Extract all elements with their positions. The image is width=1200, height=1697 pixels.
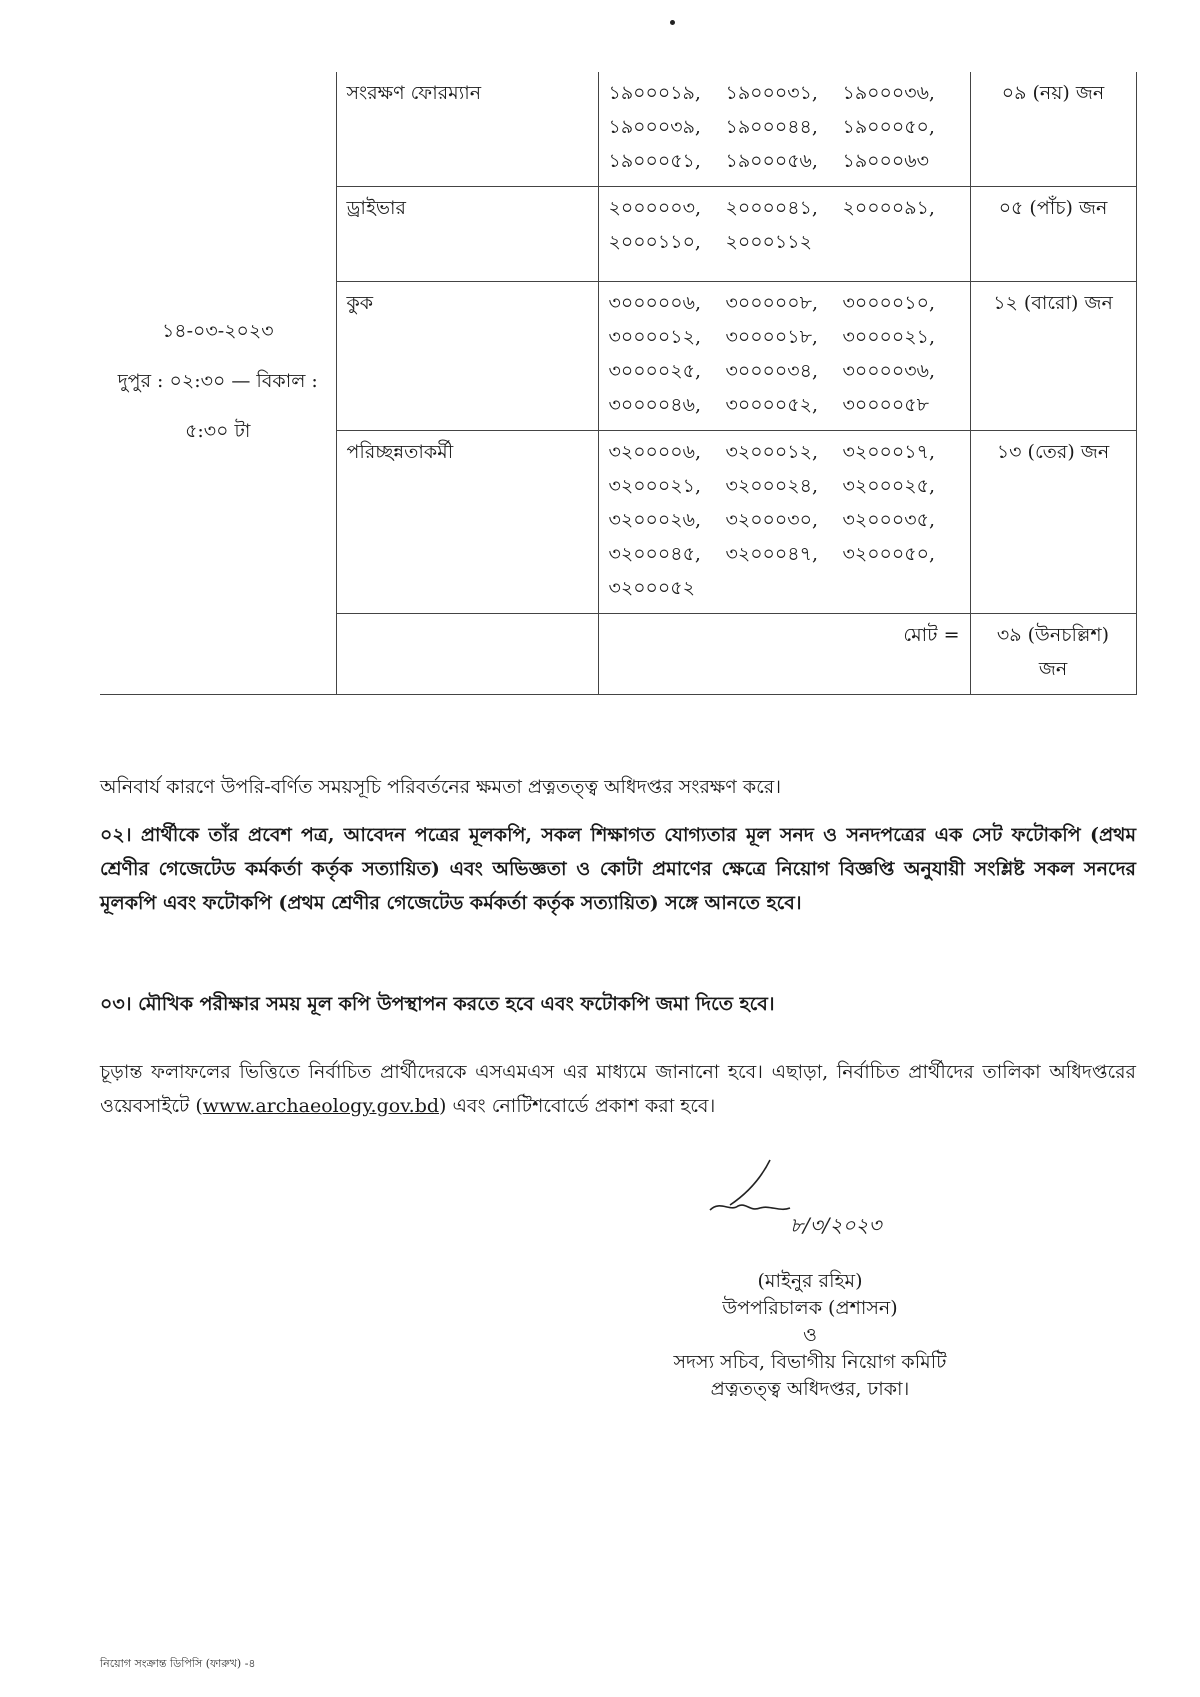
signature-image	[690, 1150, 930, 1240]
roll-number: ৩২০০০২৪,	[725, 475, 818, 497]
roll-number: ২০০০১১০,	[608, 231, 701, 253]
roll-number: ৩২০০০৪৫,	[608, 543, 701, 565]
roll-number: ১৯০০০৩৬,	[842, 82, 935, 104]
roll-number: ৩০০০০১২,	[608, 326, 701, 348]
signatory-name: (মাইনুর রহিম)	[757, 1270, 863, 1292]
roll-number: ২০০০০৯১,	[842, 197, 935, 219]
result-notice	[100, 1055, 1136, 1123]
website-link[interactable]: www.archaeology.gov.bd	[202, 1095, 440, 1117]
roll-number: ১৯০০০৩৯,	[608, 116, 701, 138]
documents-instruction: ০২। প্রার্থীকে তাঁর প্রবেশ পত্র, আবেদন পত্রের মূলকপি, সকল শিক্ষাগত যোগ্যতার মূল সনদ ও সনদপত্রের এক সেট ফটোকপি (প্রথম শ্রেণীর গেজেটেড কর্মকর্তা কর্তৃক সত্যায়িত) এবং অভিজ্ঞতা ও কোটা প্রমাণের ক্ষেত্রে নিয়োগ বিজ্ঞপ্তি অনুযায়ী সংশ্লিষ্ট সকল সনদের মূলকপি এবং ফটোকপি (প্রথম শ্রেণীর গেজেটেড কর্মকর্তা কর্তৃক সত্যায়িত) সঙ্গে আনতে হবে।	[100, 824, 1136, 914]
roll-number: ৩২০০০১২,	[725, 441, 818, 463]
candidate-count: ০৫ (পাঁচ) জন	[970, 187, 1136, 282]
viva-instruction: ০৩। মৌখিক পরীক্ষার সময় মূল কপি উপস্থাপন করতে হবে এবং ফটোকপি জমা দিতে হবে।	[100, 993, 775, 1015]
roll-numbers-cell	[598, 431, 970, 614]
candidate-count: ১৩ (তের) জন	[970, 431, 1136, 614]
roll-number: ৩২০০০২১,	[608, 475, 701, 497]
signatory-designation: উপপরিচালক (প্রশাসন)	[722, 1297, 898, 1319]
total-count: ৩৯ (উনচল্লিশ) জন	[970, 614, 1136, 695]
roll-number: ১৯০০০৫০,	[842, 116, 935, 138]
roll-numbers-cell	[598, 282, 970, 431]
roll-number: ২০০০০০৩,	[608, 197, 702, 219]
roll-number: ৩০০০০৩৬,	[842, 360, 936, 382]
ink-dot	[670, 20, 675, 25]
roll-number: ১৯০০০৪৪,	[725, 116, 818, 138]
roll-number: ৩০০০০০৮,	[725, 292, 818, 314]
candidate-count: ০৯ (নয়) জন	[970, 72, 1136, 187]
roll-number: ৩২০০০৫২	[608, 577, 695, 599]
total-label: মোট =	[598, 614, 970, 695]
roll-number: ৩০০০০৩৪,	[725, 360, 818, 382]
post-name: পরিচ্ছন্নতাকর্মী	[336, 431, 598, 614]
roll-numbers-cell	[598, 72, 970, 187]
signatory-office: প্রত্নতত্ত্ব অধিদপ্তর, ঢাকা।	[710, 1378, 910, 1400]
signature-date: ৮/৩/২০২৩	[790, 1213, 882, 1237]
roll-number: ২০০০১১২	[725, 231, 812, 253]
date-time-cell	[100, 72, 336, 695]
interview-date: ১৪-০৩-২০২৩	[161, 320, 274, 342]
roll-numbers-cell	[598, 187, 970, 282]
roll-number: ৩০০০০৫২,	[725, 394, 818, 416]
roll-number: ৩২০০০০৬,	[608, 441, 702, 463]
roll-number: ১৯০০০৩১,	[725, 82, 818, 104]
schedule-change-note: অনিবার্য কারণে উপরি-বর্ণিত সময়সূচি পরিবর্তনের ক্ষমতা প্রত্নতত্ত্ব অধিদপ্তর সংরক্ষণ করে।	[100, 776, 782, 798]
roll-number: ৩২০০০৩৫,	[842, 509, 935, 531]
roll-number: ৩২০০০২৫,	[842, 475, 935, 497]
interview-time-line1: দুপুর : ০২:৩০ — বিকাল :	[117, 370, 318, 392]
post-name: সংরক্ষণ ফোরম্যান	[336, 72, 598, 187]
candidate-count: ১২ (বারো) জন	[970, 282, 1136, 431]
post-name: ড্রাইভার	[336, 187, 598, 282]
post-name: কুক	[336, 282, 598, 431]
roll-number: ৩০০০০০৬,	[608, 292, 702, 314]
roll-number: ৩২০০০৫০,	[842, 543, 935, 565]
empty-cell	[336, 614, 598, 695]
roll-number: ৩২০০০২৬,	[608, 509, 702, 531]
result-notice-text-2: ) এবং নোটিশবোর্ডে প্রকাশ করা হবে।	[439, 1095, 716, 1117]
roll-number: ১৯০০০৬৩	[842, 150, 929, 172]
roll-number: ৩০০০০৪৬,	[608, 394, 701, 416]
interview-time-line2: ৫:৩০ টা	[185, 420, 251, 442]
roll-number: ৩০০০০২১,	[842, 326, 935, 348]
roll-number: ৩২০০০৪৭,	[725, 543, 818, 565]
roll-number: ৩০০০০২৫,	[608, 360, 701, 382]
result-notice-text-1: চূড়ান্ত ফলাফলের ভিত্তিতে নির্বাচিত প্রার্থীদেরকে এসএমএস এর মাধ্যমে জানানো হবে। এছাড়া, নির্বাচিত প্রার্থীদের তালিকা অধিদপ্তরের ওয়েবসাইটে (	[100, 1061, 1136, 1117]
signatory-conjunction: ও	[803, 1324, 817, 1346]
table-row	[100, 72, 1136, 187]
roll-number: ১৯০০০৫৬,	[725, 150, 818, 172]
roll-number: ৩০০০০১০,	[842, 292, 935, 314]
roll-number: ৩২০০০১৭,	[842, 441, 935, 463]
roll-number: ৩০০০০৫৮	[842, 394, 929, 416]
roll-number: ৩২০০০৩০,	[725, 509, 819, 531]
roll-number: ২০০০০৪১,	[725, 197, 818, 219]
roll-number: ১৯০০০৫১,	[608, 150, 701, 172]
signatory-block	[600, 1268, 1020, 1403]
roll-number: ১৯০০০১৯,	[608, 82, 701, 104]
signatory-role: সদস্য সচিব, বিভাগীয় নিয়োগ কমিটি	[673, 1351, 947, 1373]
interview-schedule-table	[100, 72, 1137, 695]
roll-number: ৩০০০০১৮,	[725, 326, 818, 348]
footer-reference: নিয়োগ সংক্রান্ত ডিপিসি (ফারুখ) -৪	[100, 1657, 256, 1670]
